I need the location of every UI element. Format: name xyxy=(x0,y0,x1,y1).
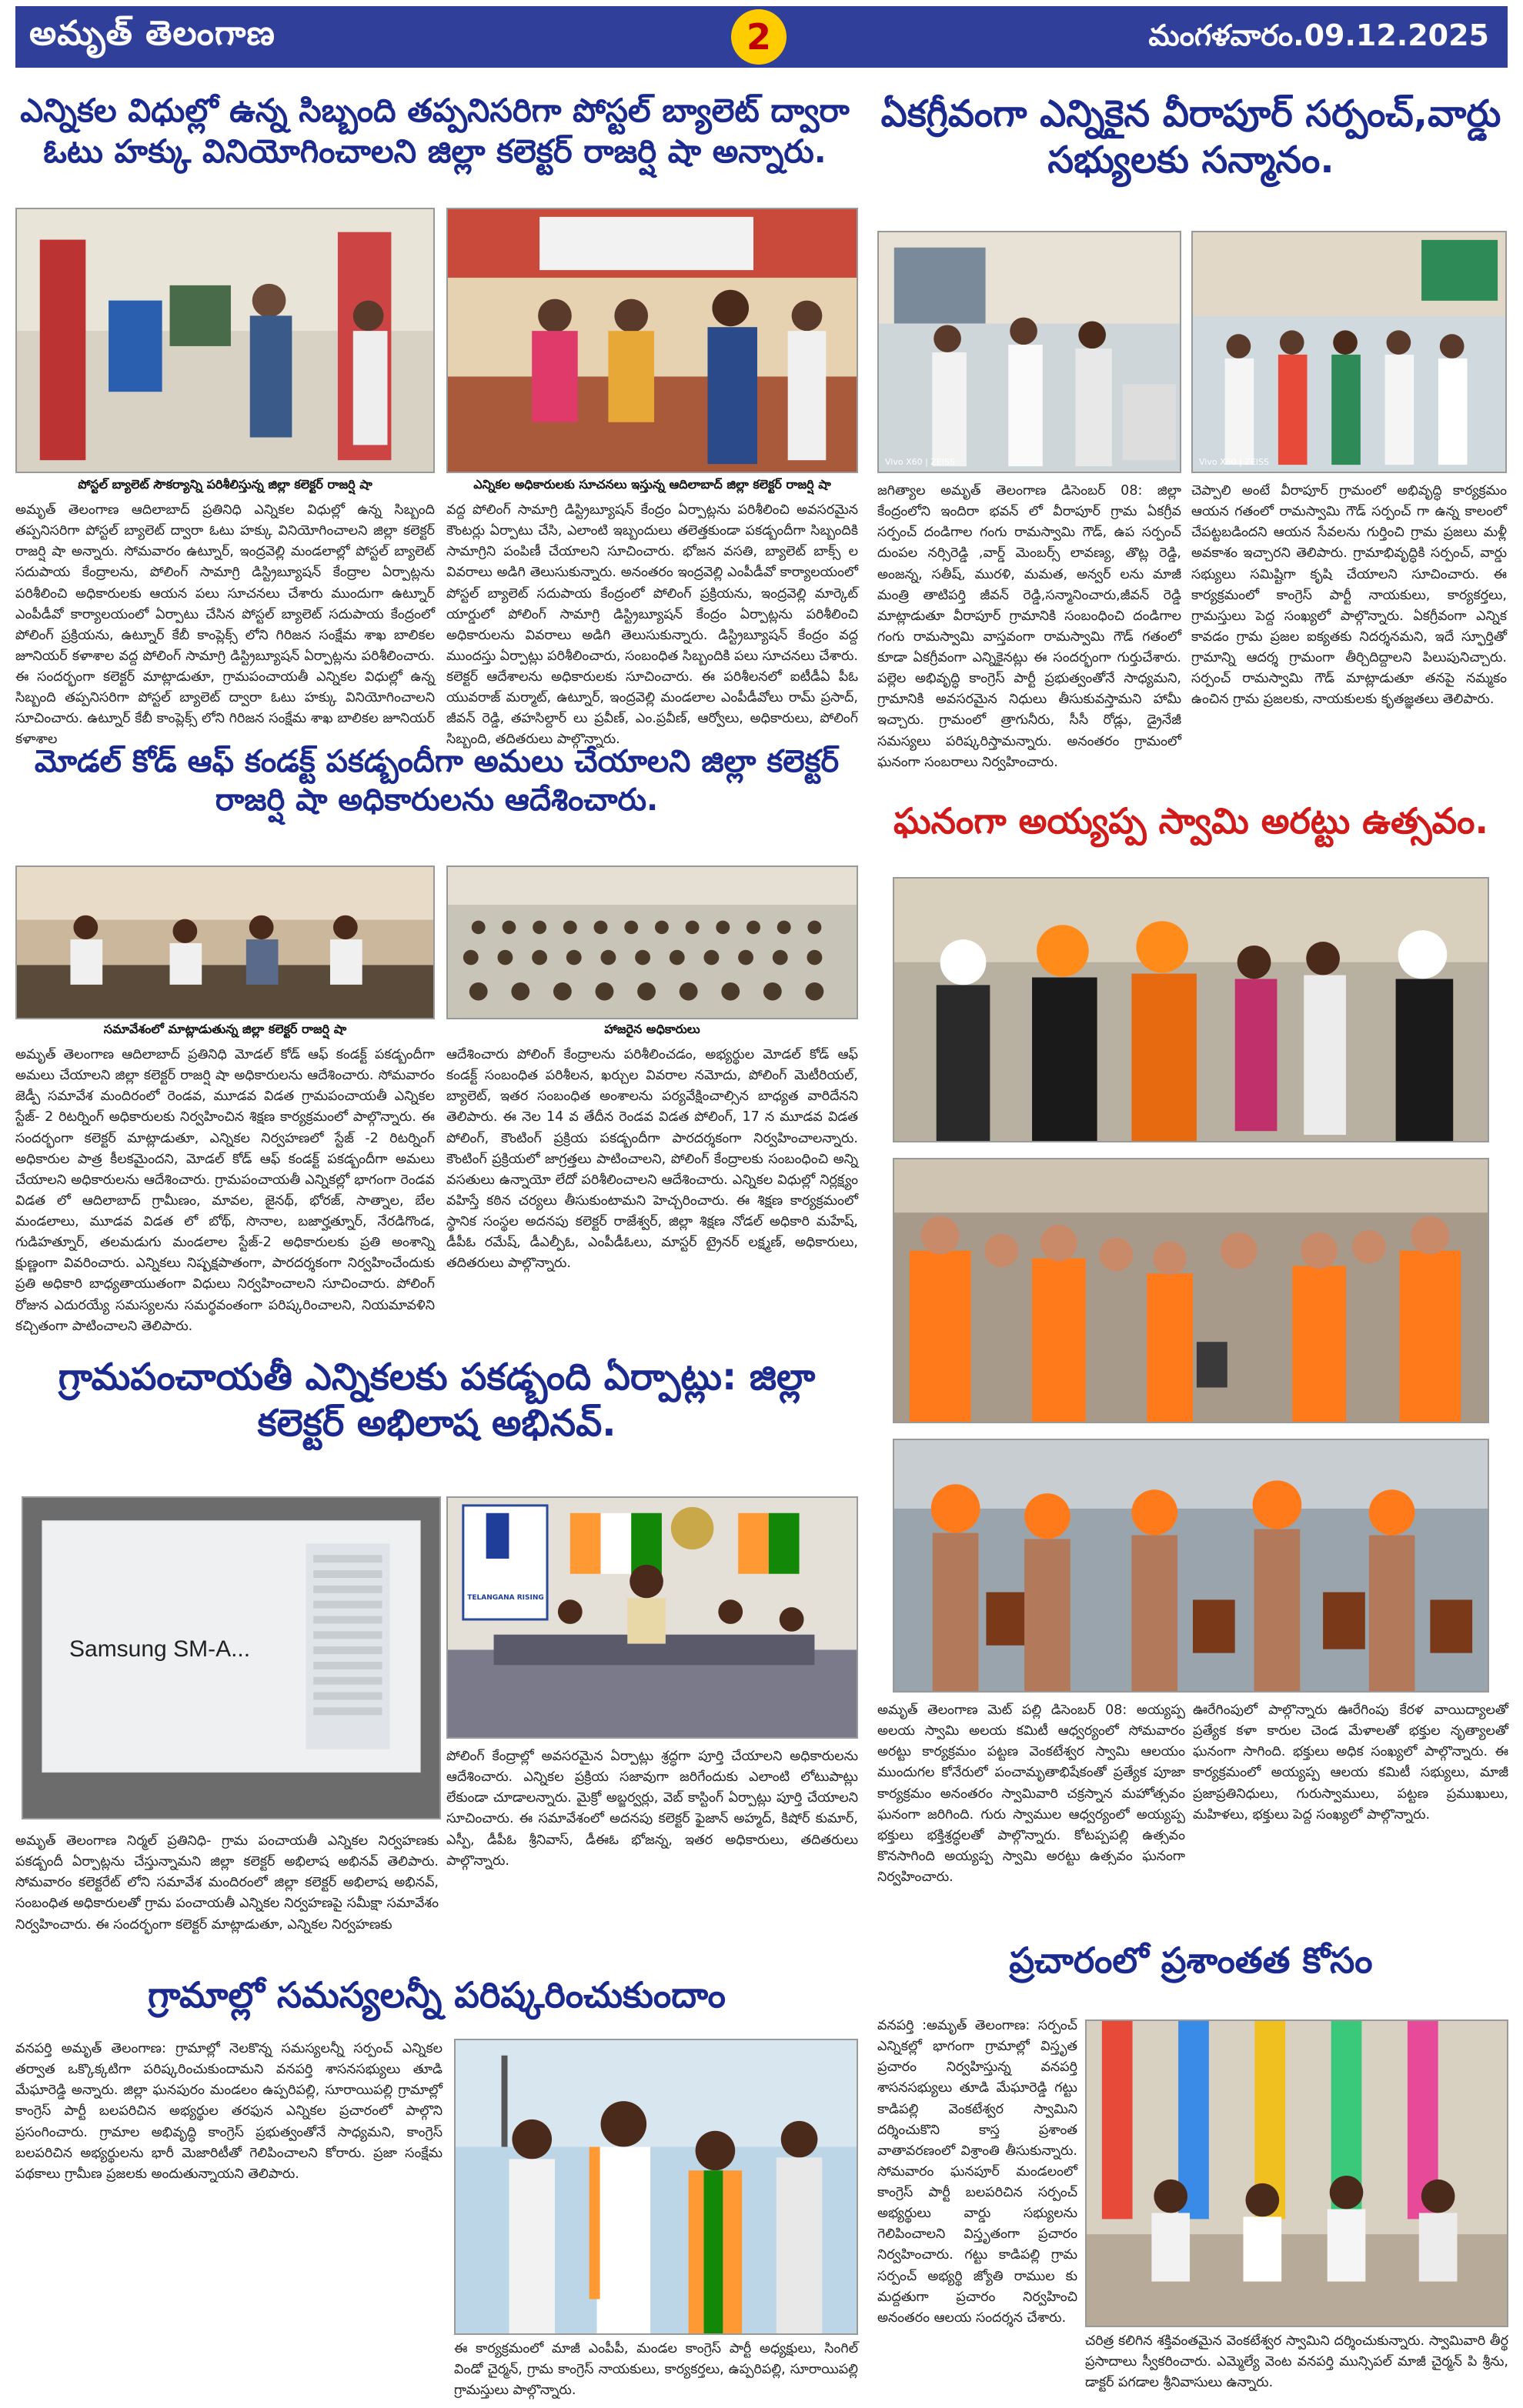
story3-photo-right xyxy=(446,865,858,1019)
story3-caption-right: హాజరైన అధికారులు xyxy=(604,1022,700,1036)
issue-date: మంగళవారం.09.12.2025 xyxy=(1148,18,1489,52)
story6-photo xyxy=(454,2039,858,2335)
story1-photo-left xyxy=(15,208,435,473)
story1-caption-left: పోస్టల్ బ్యాలెట్ సౌకర్యాన్ని పరిశీలిస్తున్న జిల్లా కలెక్టర్ రాజర్షి షా xyxy=(78,477,372,492)
masthead xyxy=(15,6,1508,68)
story4-body-right: ఊరేగింపులో పాల్గొన్నారు ఊరేగింపు కేరళ వాయిద్యాలతో ప్రత్యేక కళా కారుల చెండ మేళాలతో భక్తుల నృత్యాలతో ఘనంగా సాగింది. భక్తులు అధిక సంఖ్యలో పాల్గొన్నారు. ఈ కార్యక్రమంలో అయ్యప్ప ఆలయ కమిటీ సభ్యులు, మాజీ ప్రజాప్రతినిధులు, గురుస్వాములు, పట్టణ ప్రముఖులు, మహిళలు, భక్తులు పెద్ద సంఖ్యలో పాల్గొన్నారు. xyxy=(1193,1703,1508,1823)
story2-photo-right xyxy=(1191,231,1507,473)
story4-headline: ఘనంగా అయ్యప్ప స్వామి అరట్టు ఉత్సవం. xyxy=(893,800,1488,842)
story3-photo-left xyxy=(15,865,435,1019)
story2-photo-left xyxy=(877,231,1181,473)
story2-headline: ఏకగ్రీవంగా ఎన్నికైన వీరాపూర్ సర్పంచ్,వార్డు సభ్యులకు సన్మానం. xyxy=(880,92,1501,182)
story3-body-left: అమృత్ తెలంగాణ ఆదిలాబాద్ ప్రతినిధి మోడల్ కోడ్ ఆఫ్ కండక్ట్ పకడ్బందీగా అమలు చేయాలని జిల్లా కలెక్టర్ రాజర్షి షా అధికారులను ఆదేశించారు. సోమవారం జెడ్పీ సమావేశ మందిరంలో రెండవ, మూడవ విడత గ్రామపంచాయతీ ఎన్నికల స్టేజ్- 2 రిటర్నింగ్ అధికారులకు నిర్వహించిన శిక్షణ కార్యక్రమంలో పాల్గొన్నారు. ఈ సందర్భంగా కలెక్టర్ మాట్లాడుతూ, ఎన్నికల నిర్వహణలో స్టేజ్ -2 రిటర్నింగ్ అధికారుల పాత్ర కీలకమైందని, మోడల్ కోడ్ ఆఫ్ కండక్ట్ పకడ్బందీగా అమలు చేయాలని అధికారులను ఆదేశించారు. గ్రామపంచాయతీ ఎన్నికల్లో భాగంగా రెండవ విడత లో ఆదిలాబాద్ గ్రామీణం, మావల, జైనథ్, భోరజ్, సాత్నాల, బేల మండలాలు, మూడవ విడత లో బోథ్, సొనాల, బజార్హత్నూర్, నేరడిగొండ, గుడిహత్నూర్, తలమడుగు మండలాల స్టేజ్-2 అధికారులకు ప్రతి అంశాన్ని క్షుణ్ణంగా వివరించారు. ఎన్నికలు నిష్పక్షపాతంగా, పారదర్శకంగా నిర్వహించేందుకు ప్రతి అధికారి బాధ్యతాయుతంగా విధులు నిర్వహించాలని సూచించారు. పోలింగ్ రోజున ఎదురయ్యే సమస్యలను సమర్థవంతంగా పరిష్కరించాలని, నియమావళిని కచ్చితంగా పాటించాలని తెలిపారు. xyxy=(15,1047,435,1334)
story5-banner-text: TELANGANA RISING xyxy=(467,1594,544,1602)
story7-body-right: చరిత్ర కలిగిన శక్తివంతమైన వెంకటేశ్వర స్వామిని దర్శించుకున్నారు. స్వామివారి తీర్థ ప్రసాదాలు స్వీకరించారు. ఎమ్మెల్యే వెంట వనపర్తి మున్సిపల్ మాజీ చైర్మన్ పి శ్రీను, డాక్టర్ పగడాల శ్రీనివాసులు ఉన్నారు. xyxy=(1085,2333,1508,2391)
story4-photo-2 xyxy=(893,1158,1489,1423)
story6-body-right: ఈ కార్యక్రమంలో మాజీ ఎంపీపీ, మండల కాంగ్రెస్ పార్టీ అధ్యక్షులు, సింగిల్ విండో చైర్మన్, గ్రామ కాంగ్రెస్ నాయకులు, కార్యకర్తలు, ఉప్పరిపల్లి, సూరాయిపల్లి గ్రామస్తులు పాల్గొన్నారు. xyxy=(454,2341,858,2399)
story2-watermark-right: Vivo X60 | ZEISS xyxy=(1199,457,1270,467)
page-number: 2 xyxy=(731,9,787,65)
newspaper-brand: అమృత్ తెలంగాణ xyxy=(29,14,276,53)
story3-body-right: ఆదేశించారు పోలింగ్ కేంద్రాలను పరిశీలించడం, అభ్యర్థుల మోడల్ కోడ్ ఆఫ్ కండక్ట్ సంబంధిత పరిశీలన, ఖర్చుల వివరాల నమోదు, పోలింగ్ మెటీరియల్, బ్యాలెట్, ఇతర సంబంధిత అంశాలను పర్యవేక్షించాల్సిన బాధ్యత వారిదేనని తెలిపారు. ఈ నెల 14 వ తేదీన రెండవ విడత పోలింగ్, 17 న మూడవ విడత పోలింగ్, కౌంటింగ్ ప్రక్రియ పకడ్బందీగా పారదర్శకంగా నిర్వహించాలన్నారు. కౌంటింగ్ ప్రక్రియలో జాగ్రత్తలు పాటించాలని, పోలింగ్ కేంద్రాలకు సంబంధించి అన్ని వసతులు ఉన్నాయో లేదో పరిశీలించాలని ఆదేశించారు. ఎన్నికల విధుల్లో నిర్లక్ష్యం వహిస్తే కఠిన చర్యలు తీసుకుంటామని హెచ్చరించారు. ఈ శిక్షణ కార్యక్రమంలో స్థానిక సంస్థల అదనపు కలెక్టర్ రాజేశ్వర్, జిల్లా శిక్షణ నోడల్ అధికారి మహేష్, డీపీఓ రమేష్, డీఎల్పీఓ, ఎంపీడీఓలు, మాస్టర్ ట్రైనర్ లక్ష్మణ్, అధికారులు, తదితరులు పాల్గొన్నారు. xyxy=(446,1047,858,1272)
story5-photo-right xyxy=(446,1496,858,1739)
story1-photo-right xyxy=(446,208,858,473)
story4-body-left: అమృత్ తెలంగాణ మెట్ పల్లి డిసెంబర్ 08: అయ్యప్ప అలయ స్వామి అలయ కమిటీ ఆధ్వర్యంలో సోమవారం అరట్టు కార్యక్రమం పట్టణ వెంకటేశ్వర స్వామి ఆలయం ముందుగల కోనేరులో పంచామృతాభిషేకంతో ప్రత్యేక పూజా కార్యక్రమం అనంతరం స్వామివారి చక్రస్నాన మహోత్సవం ఘనంగా జరిగింది. గురు స్వాముల ఆధ్వర్యంలో అయ్యప్ప భక్తులు భక్తిశ్రద్ధలతో పాల్గొన్నారు. కోటప్పపల్లి ఉత్సవం కొనసాగింది అయ్యప్ప స్వామి అరట్టు ఉత్సవం ఘనంగా నిర్వహించారు. xyxy=(877,1703,1185,1885)
story1-headline: ఎన్నికల విధుల్లో ఉన్న సిబ్బంది తప్పనిసరిగా పోస్టల్ బ్యాలెట్ ద్వారా ఓటు హక్కు వినియోగించాలని జిల్లా కలెక్టర్ రాజర్షి షా అన్నారు. xyxy=(20,92,850,170)
story2-body-left: జగిత్యాల అమృత్ తెలంగాణ డిసెంబర్ 08: జిల్లా కేంద్రంలోని ఇందిరా భవన్ లో వీరాపూర్ గ్రామ ఏకగ్రీవ సర్పంచ్ దండిగాల గంగు రామస్వామి గౌడ్, ఉప సర్పంచ్ దుంపల నర్సిరెడ్డి ,వార్డ్ మెంబర్స్ లావణ్య, తొట్ల రెడ్డి, అంజన్న, సతీష్, మురళి, మమత, అన్వర్ లను మాజీ మంత్రి తాటిపర్తి జీవన్ రెడ్డి,సన్మానించారు,జీవన్ రెడ్డి మాట్లాడుతూ వీరాపూర్ గ్రామానికి సంబంధించి దండిగాల గంగు రామస్వామి వాస్తవంగా రామస్వామి గౌడ్ గతంలో కూడా ఏకగ్రీవంగా ఎన్నికైనట్లు ఈ సందర్భంగా గుర్తుచేశారు. పల్లెల అభివృద్ధి కాంగ్రెస్ పార్టీ ప్రభుత్వంతోనే సాధ్యమని, గ్రామానికి అవసరమైన నిధులు తీసుకువస్తామని హామీ ఇచ్చారు. గ్రామంలో త్రాగునీరు, సీసీ రోడ్లు, డ్రైనేజీ సమస్యలు పరిష్కరిస్తామన్నారు. అనంతరం గ్రామంలో ఘనంగా సంబరాలు నిర్వహించారు. xyxy=(877,483,1181,770)
story7-photo xyxy=(1085,2019,1508,2327)
story1-body-left: అమృత్ తెలంగాణ ఆదిలాబాద్ ప్రతినిధి ఎన్నికల విధుల్లో ఉన్న సిబ్బంది తప్పనిసరిగా పోస్టల్ బ్యాలెట్ ద్వారా ఓటు హక్కు వినియోగించాలని జిల్లా కలెక్టర్ రాజర్షి షా అన్నారు. సోమవారం ఉట్నూర్, ఇంద్రవెల్లి మండలాల్లో పోస్టల్ బ్యాలెట్ సదుపాయ కేంద్రాలను, పోలింగ్ సామాగ్రి డిస్ట్రిబ్యూషన్ కేంద్రాల ఏర్పాట్లను పరిశీలించి అధికారులకు ఆయన పలు సూచనలు చేశారు ముందుగా ఉట్నూర్ ఎంపీడీవో కార్యాలయంలో ఏర్పాటు చేసిన పోస్టల్ బ్యాలెట్ సదుపాయ కేంద్రంలో పోలింగ్ ప్రక్రియను, ఉట్నూర్ కేబీ కాంప్లెక్స్ లోని గిరిజన సంక్షేమ శాఖ బాలికల జూనియర్ కళాశాల వద్ద పోలింగ్ సామాగ్రి డిస్ట్రిబ్యూషన్ ఏర్పాట్లను పరిశీలించారు. ఈ సందర్భంగా కలెక్టర్ మాట్లాడుతూ, గ్రామపంచాయతీ ఎన్నికల విధుల్లో ఉన్న సిబ్బంది తప్పనిసరిగా పోస్టల్ బ్యాలెట్ ద్వారా ఓటు హక్కు వినియోగించాలని సూచించారు. ఉట్నూర్ కేబీ కాంప్లెక్స్ లోని గిరిజన సంక్షేమ శాఖ బాలికల జూనియర్ కళాశాల xyxy=(15,502,435,748)
story6-headline: గ్రామాల్లో సమస్యలన్నీ పరిష్కరించుకుందాం xyxy=(148,1974,726,2016)
story5-body-left: అమృత్ తెలంగాణ నిర్మల్ ప్రతినిధి- గ్రామ పంచాయతీ ఎన్నికల నిర్వహణకు పకడ్బందీ ఏర్పాట్లను చేస్తున్నామని జిల్లా కలెక్టర్ అభిలాష అభినవ్ తెలిపారు. సోమవారం కలెక్టరేట్ లోని సమావేశ మందిరంలో జిల్లా కలెక్టర్ అభిలాష అభినవ్, సంబంధిత అధికారులతో గ్రామ పంచాయతీ ఎన్నికల నిర్వహణపై సమీక్షా సమావేశం నిర్వహించారు. ఈ సందర్భంగా కలెక్టర్ మాట్లాడుతూ, ఎన్నికల నిర్వహణకు xyxy=(15,1833,439,1933)
story7-headline: ప్రచారంలో ప్రశాంతత కోసం xyxy=(1009,1939,1373,1981)
story5-headline: గ్రామపంచాయతీ ఎన్నికలకు పకడ్బంది ఏర్పాట్లు: జిల్లా కలెక్టర్ అభిలాష అభినవ్. xyxy=(58,1356,816,1445)
story2-body-right: చెప్పాలి అంటే వీరాపూర్ గ్రామంలో అభివృద్ధి కార్యక్రమం ఆయన గతంలో రామస్వామి గౌడ్ సర్పంచ్ గా ఉన్న కాలంలో చేపట్టబడిందని ఆయన సేవలను గుర్తించి గ్రామ ప్రజలు మళ్లీ అవకాశం ఇచ్చారని తెలిపారు. గ్రామాభివృద్ధికి సర్పంచ్, వార్డు సభ్యులు సమిష్టిగా కృషి చేయాలని సూచించారు. ఈ కార్యక్రమంలో కాంగ్రెస్ పార్టీ నాయకులు, కార్యకర్తలు, గ్రామస్తులు పెద్ద సంఖ్యలో పాల్గొన్నారు. ఏకగ్రీవంగా ఎన్నిక కావడం గ్రామ ప్రజల ఐక్యతకు నిదర్శనమని, ఇదే స్ఫూర్తితో గ్రామాన్ని ఆదర్శ గ్రామంగా తీర్చిదిద్దాలని పిలుపునిచ్చారు. సర్పంచ్ రామస్వామి గౌడ్ మాట్లాడుతూ తనపై నమ్మకం ఉంచిన గ్రామ ప్రజలకు, నాయకులకు కృతజ్ఞతలు తెలిపారు. xyxy=(1191,483,1507,708)
story1-body-right: వద్ద పోలింగ్ సామాగ్రి డిస్ట్రిబ్యూషన్ కేంద్రం ఏర్పాట్లను పరిశీలించి అవసరమైన కౌంటర్లు ఏర్పాటు చేసి, ఎలాంటి ఇబ్బందులు తలెత్తకుండా పకడ్బందీగా సిబ్బందికి సామాగ్రిని పంపిణీ చేయాలని సూచించారు. భోజన వసతి, బ్యాలెట్ బాక్స్ ల వివరాలు అడిగి తెలుసుకున్నారు. అనంతరం ఇంద్రవెల్లి ఎంపీడీవో కార్యాలయంలో పోస్టల్ బ్యాలెట్ సదుపాయ కేంద్రంలో పోలింగ్ ప్రక్రియను, ఇంద్రవెల్లి మార్కెట్ యార్డులో పోలింగ్ సామాగ్రి డిస్ట్రిబ్యూషన్ కేంద్రం ఏర్పాట్లను పరిశీలించి అధికారులను వివరాలు అడిగి తెలుసుకున్నారు. డిస్ట్రిబ్యూషన్ కేంద్రం వద్ద ముందస్తు ఏర్పాట్లు పరిశీలించారు, సంబంధిత సిబ్బందికి పలు సూచనలు చేశారు. కలెక్టర్ ఆదేశాలను అధికారులకు సూచించారు. ఈ పరిశీలనలో ఐటీడీఏ పీఓ యువరాజ్ మర్మాట్, ఉట్నూర్, ఇంద్రవెల్లి మండలాల ఎంపీడీవోలు రామ్ ప్రసాద్, జీవన్ రెడ్డి, తహసిల్దార్ లు ప్రవీణ్, ఎం.ప్రవీణ్, ఆర్వోలు, అధికారులు, పోలింగ్ సిబ్బంది, తదితరులు పాల్గొన్నారు. xyxy=(446,502,858,748)
story1-caption-right: ఎన్నికల అధికారులకు సూచనలు ఇస్తున్న ఆదిలాబాద్ జిల్లా కలెక్టర్ రాజర్షి షా xyxy=(473,477,831,492)
story6-body-left: వనపర్తి అమృత్ తెలంగాణ: గ్రామాల్లో నెలకొన్న సమస్యలన్నీ సర్పంచ్ ఎన్నికల తర్వాత ఒక్కొక్కటిగా పరిష్కరించుకుందామని వనపర్తి శాసనసభ్యులు తూడి మేఘారెడ్డి అన్నారు. జిల్లా ఘనపురం మండలం ఉప్పరిపల్లి, సూరాయిపల్లి గ్రామాల్లో కాంగ్రెస్ పార్టీ బలపరిచిన అభ్యర్థుల తరఫున ఎన్నికల ప్రచారంలో పాల్గొని ప్రసంగించారు. గ్రామాల అభివృద్ధి కాంగ్రెస్ ప్రభుత్వంతోనే సాధ్యమని, కాంగ్రెస్ బలపరిచిన అభ్యర్థులను భారీ మెజారిటీతో గెలిపించాలని కోరారు. ప్రజా సంక్షేమ పథకాలు గ్రామీణ ప్రజలకు అందుతున్నాయని తెలిపారు. xyxy=(15,2041,443,2182)
story4-photo-3 xyxy=(893,1439,1489,1693)
story2-watermark-left: Vivo X60 | ZEISS xyxy=(885,457,956,467)
story3-caption-left: సమావేశంలో మాట్లాడుతున్న జిల్లా కలెక్టర్ రాజర్షి షా xyxy=(103,1022,347,1036)
story5-screen-text: Samsung SM-A... xyxy=(69,1636,251,1662)
story5-photo-left xyxy=(22,1496,441,1819)
story5-body-right: పోలింగ్ కేంద్రాల్లో అవసరమైన ఏర్పాట్లు శ్రద్ధగా పూర్తి చేయాలని అధికారులను ఆదేశించారు. ఎన్నికల ప్రక్రియ సజావుగా జరిగేందుకు ఎలాంటి లోటుపాట్లు లేకుండా చూడాలన్నారు. మైక్రో అబ్జర్వర్లు, వెబ్ కాస్టింగ్ ఏర్పాట్లు పూర్తి చేయాలని సూచించారు. ఈ సమావేశంలో అదనపు కలెక్టర్ ఫైజాన్ అహ్మద్, కిషోర్ కుమార్, ఎస్పీ, డీపీఓ శ్రీనివాస్, డీఈఓ భోజన్న, ఇతర అధికారులు, తదితరులు పాల్గొన్నారు. xyxy=(446,1749,858,1869)
story4-photo-1 xyxy=(893,877,1489,1142)
story7-body-left: వనపర్తి :అమృత్ తెలంగాణ: సర్పంచ్ ఎన్నికల్లో భాగంగా గ్రామాల్లో విస్తృత ప్రచారం నిర్వహిస్తున్న వనపర్తి శాసనసభ్యులు తూడి మేఘారెడ్డి గట్టు కాడిపల్లి వెంకటేశ్వర స్వామిని దర్శించుకొని కాస్త ప్రశాంత వాతావరణంలో విశ్రాంతి తీసుకున్నారు. సోమవారం ఘనపూర్ మండలంలో కాంగ్రెస్ పార్టీ బలపరిచిన సర్పంచ్ అభ్యర్థులు వార్డు సభ్యులను గెలిపించాలని విస్తృతంగా ప్రచారం నిర్వహించారు. గట్టు కాడిపల్లి గ్రామ సర్పంచ్ అభ్యర్థి జ్యోతి రాముల కు మద్దతుగా ప్రచారం నిర్వహించి అనంతరం ఆలయ సందర్శన చేశారు. xyxy=(877,2018,1077,2326)
story3-headline: మోడల్ కోడ్ ఆఫ్ కండక్ట్ పకడ్బందీగా అమలు చేయాలని జిల్లా కలెక్టర్ రాజర్షి షా అధికారులను ఆదేశించారు. xyxy=(34,744,840,818)
